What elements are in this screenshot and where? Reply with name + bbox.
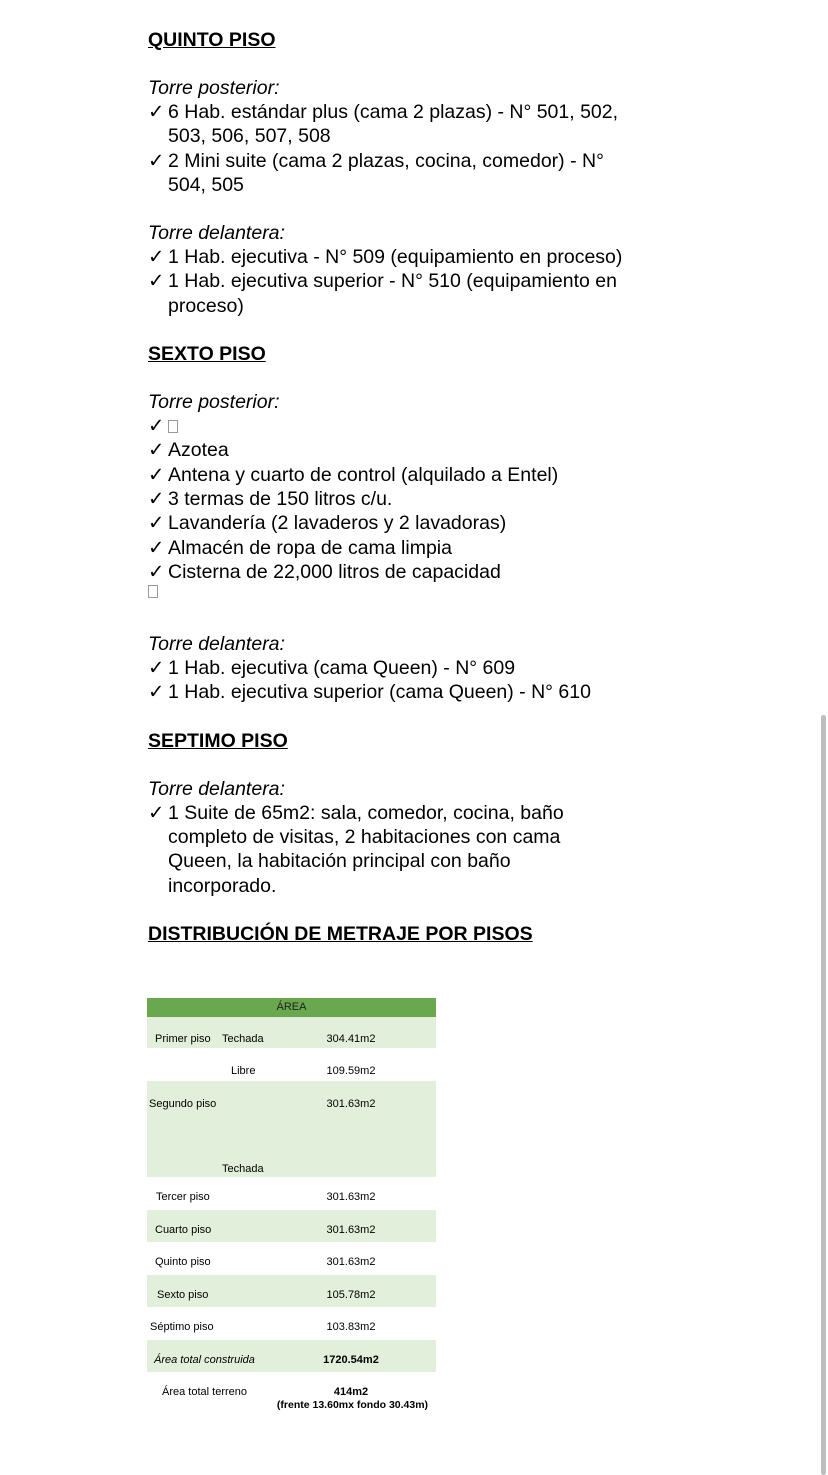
metraje-table: [147, 998, 436, 1417]
list-item: [148, 414, 708, 438]
list-item: ✓ 6 Hab. estándar plus (cama 2 plazas) - N° 501, 502, 503, 506, 507, 508: [148, 101, 619, 148]
list-item: ✓ Antena y cuarto de control (alquilado a Entel): [148, 463, 559, 486]
check-icon: ✓: [148, 101, 165, 123]
check-icon: ✓: [148, 512, 165, 535]
list-item: ✓ Azotea: [148, 439, 229, 462]
check-icon: ✓: [148, 487, 165, 510]
septimo-piso-heading: SEPTIMO PISO: [148, 729, 288, 752]
quinto-piso-heading: QUINTO PISO: [148, 29, 276, 51]
check-icon: ✓: [148, 415, 165, 438]
list-item: ✓ 1 Suite de 65m2: sala, comedor, cocina, baño completo de visitas, 2 habitaciones con cama Queen, la habitación principal con baño incorporado.: [148, 801, 564, 897]
check-icon: ✓: [148, 439, 165, 462]
check-icon: ✓: [148, 463, 165, 486]
table-row: Quinto piso 301.63m2: [147, 1242, 436, 1275]
table-header-area: ÁREA: [147, 998, 436, 1017]
table-row: Cuarto piso 301.63m2: [147, 1210, 436, 1242]
check-icon: ✓: [148, 536, 165, 559]
document-body: [148, 28, 708, 946]
quinto-delantera-list: [148, 245, 628, 318]
table-row: Área total construida 1720.54m2: [147, 1340, 436, 1372]
table-row: Libre 109.59m2: [147, 1048, 436, 1081]
sexto-delantera-list: [148, 656, 708, 705]
quinto-posterior-list: [148, 100, 628, 197]
list-item: ✓ Cisterna de 22,000 litros de capacidad: [148, 560, 501, 583]
list-item: ✓ Almacén de ropa de cama limpia: [148, 536, 452, 559]
list-item: ✓ 1 Hab. ejecutiva (cama Queen) - N° 609: [148, 657, 516, 680]
check-icon: ✓: [148, 270, 165, 293]
sexto-posterior-label: Torre posterior:: [148, 391, 280, 414]
list-item: ✓ Lavandería (2 lavaderos y 2 lavadoras): [148, 512, 507, 535]
septimo-delantera-list: [148, 801, 598, 898]
table-row: Primer piso Techada 304.41m2: [147, 1017, 436, 1048]
scrollbar[interactable]: [821, 715, 826, 1475]
distribucion-heading: DISTRIBUCIÓN DE METRAJE POR PISOS: [148, 922, 533, 945]
check-icon: ✓: [148, 657, 165, 680]
missing-glyph-icon: [168, 420, 178, 433]
check-icon: ✓: [148, 681, 165, 704]
missing-glyph-icon: [148, 585, 158, 598]
table-row: Área total terreno 414m2 (frente 13.60mx fondo 30.43m): [147, 1372, 436, 1417]
table-row: Tercer piso 301.63m2: [147, 1177, 436, 1210]
table-row: Segundo piso 301.63m2 Techada: [147, 1081, 436, 1177]
check-icon: ✓: [148, 560, 165, 583]
list-item: ✓ 1 Hab. ejecutiva superior (cama Queen) - N° 610: [148, 681, 591, 704]
sexto-posterior-list: [148, 414, 708, 584]
list-item: ✓ 2 Mini suite (cama 2 plazas, cocina, comedor) - N° 504, 505: [148, 149, 604, 196]
sexto-delantera-label: Torre delantera:: [148, 633, 285, 656]
septimo-delantera-label: Torre delantera:: [148, 777, 285, 800]
sexto-piso-heading: SEXTO PISO: [148, 343, 266, 366]
quinto-posterior-label: Torre posterior:: [148, 77, 280, 99]
quinto-delantera-label: Torre delantera:: [148, 222, 285, 245]
check-icon: ✓: [148, 801, 165, 824]
check-icon: ✓: [148, 246, 165, 269]
check-icon: ✓: [148, 149, 165, 172]
list-item: ✓ 1 Hab. ejecutiva superior - N° 510 (equipamiento en proceso): [148, 270, 617, 317]
table-row: Sexto piso 105.78m2: [147, 1275, 436, 1307]
table-row: Séptimo piso 103.83m2: [147, 1307, 436, 1340]
list-item: ✓ 3 termas de 150 litros c/u.: [148, 487, 393, 510]
list-item: ✓ 1 Hab. ejecutiva - N° 509 (equipamiento en proceso): [148, 246, 623, 269]
